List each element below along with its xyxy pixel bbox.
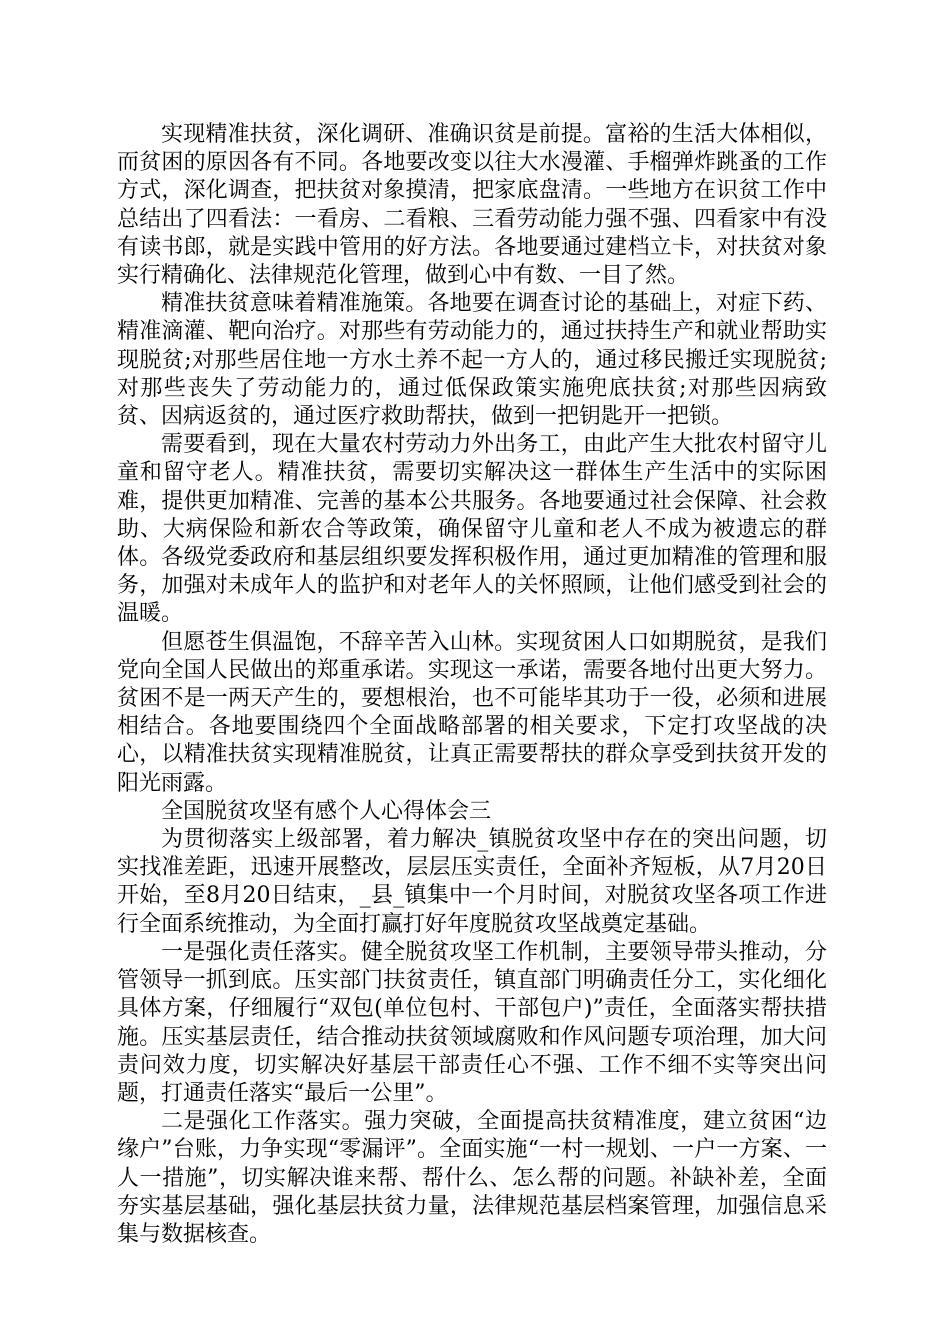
paragraph-identify-poverty: 实现精准扶贫，深化调研、准确识贫是前提。富裕的生活大体相似，而贫困的原因各有不同。各地要改变以往大水漫灌、手榴弹炸跳蚤的工作方式，深化调查，把扶贫对象摸清，把家底盘清。一些地方在识贫工作中总结出了四看法：一看房、二看粮、三看劳动能力强不强、四看家中有没有读书郎，就是实践中管用的好方法。各地要通过建档立卡，对扶贫对象实行精确化、法律规范化管理，做到心中有数、一目了然。: [117, 122, 827, 289]
paragraph-responsibility: 一是强化责任落实。健全脱贫攻坚工作机制，主要领导带头推动，分管领导一抓到底。压实部门扶贫责任，镇直部门明确责任分工，实化细化具体方案，仔细履行“双包(单位包村、干部包户)”责任，全面落实帮扶措施。压实基层责任，结合推动扶贫领域腐败和作风问题专项治理，加大问责问效力度，切实解决好基层干部责任心不强、工作不细不实等突出问题，打通责任落实“最后一公里”。: [117, 939, 827, 1106]
paragraph-work-implementation: 二是强化工作落实。强力突破，全面提高扶贫精准度，建立贫困“边缘户”台账，力争实现“零漏评”。全面实施“一村一规划、一户一方案、一人一措施”，切实解决谁来帮、帮什么、怎么帮的问题。补缺补差，全面夯实基层基础，强化基层扶贫力量，法律规范基层档案管理，加强信息采集与数据核查。: [117, 1109, 827, 1247]
paragraph-precise-measures: 精准扶贫意味着精准施策。各地要在调查讨论的基础上，对症下药、精准滴灌、靶向治疗。对那些有劳动能力的，通过扶持生产和就业帮助实现脱贫;对那些居住地一方水土养不起一方人的，通过移民搬迁实现脱贫;对那些丧失了劳动能力的，通过低保政策实施兜底扶贫;对那些因病致贫、因病返贫的，通过医疗救助帮扶，做到一把钥匙开一把锁。: [117, 291, 827, 430]
paragraph-section-intro: 为贯彻落实上级部署，着力解决_镇脱贫攻坚中存在的突出问题，切实找准差距，迅速开展整改，层层压实责任，全面补齐短板，从7月20日开始，至8月20日结束，_县_镇集中一个月时间，对脱贫攻坚各项工作进行全面系统推动，为全面打赢打好年度脱贫攻坚战奠定基础。: [117, 827, 827, 937]
paragraph-left-behind-groups: 需要看到，现在大量农村劳动力外出务工，由此产生大批农村留守儿童和留守老人。精准扶贫，需要切实解决这一群体生产生活中的实际困难，提供更加精准、完善的基本公共服务。各地要通过社会保障、社会救助、大病保险和新农合等政策，确保留守儿童和老人不成为被遗忘的群体。各级党委政府和基层组织要发挥积极作用，通过更加精准的管理和服务，加强对未成年人的监护和对老年人的关怀照顾，让他们感受到社会的温暖。: [117, 432, 827, 627]
section-heading: 全国脱贫攻坚有感个人心得体会三: [161, 798, 492, 824]
document-body: [117, 121, 827, 1249]
paragraph-commitment: 但愿苍生俱温饱，不辞辛苦入山林。实现贫困人口如期脱贫，是我们党向全国人民做出的郑重承诺。实现这一承诺，需要各地付出更大努力。贫困不是一两天产生的，要想根治，也不可能毕其功于一役，必须和进展相结合。各地要围绕四个全面战略部署的相关要求，下定打攻坚战的决心，以精准扶贫实现精准脱贫，让真正需要帮扶的群众享受到扶贫开发的阳光雨露。: [117, 629, 827, 796]
